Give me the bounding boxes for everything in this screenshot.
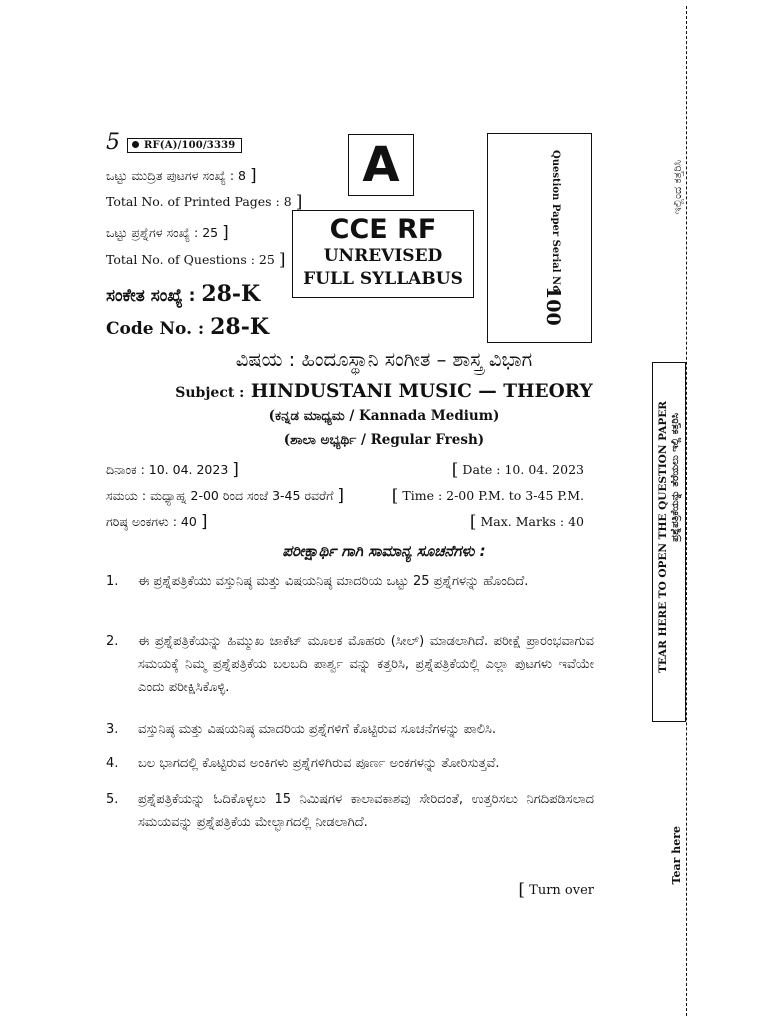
max-marks-kannada: ಗರಿಷ್ಠ ಅಂಕಗಳು : 40 ] bbox=[106, 512, 208, 532]
paper-code: RF(A)/100/3339 bbox=[144, 140, 236, 151]
serial-number-box bbox=[487, 133, 592, 343]
paper-code-box bbox=[127, 138, 242, 153]
total-questions-kannada: ಒಟ್ಟು ಪ್ರಶ್ನೆಗಳ ಸಂಖ್ಯೆ : 25 ] bbox=[106, 223, 229, 243]
printed-pages-english: Total No. of Printed Pages : 8 ] bbox=[106, 192, 303, 212]
subject-english: Subject : HINDUSTANI MUSIC — THEORY bbox=[175, 381, 593, 402]
tear-here-label: Tear here bbox=[670, 826, 683, 885]
unrevised-label: UNREVISED bbox=[323, 246, 443, 266]
instructions-title: ಪರೀಕ್ಷಾರ್ಥಿ ಗಾಗಿ ಸಾಮಾನ್ಯ ಸೂಚನೆಗಳು : bbox=[282, 542, 486, 560]
printed-pages-kannada: ಒಟ್ಟು ಮುದ್ರಿತ ಪುಟಗಳ ಸಂಖ್ಯೆ : 8 ] bbox=[106, 166, 257, 186]
page-number: 5 bbox=[106, 130, 120, 155]
date-english: [ Date : 10. 04. 2023 bbox=[451, 460, 584, 480]
cut-here-label: ಇಲ್ಲಿಂದ ಕತ್ತರಿಸಿ bbox=[671, 160, 684, 215]
date-kannada: ದಿನಾಂಕ : 10. 04. 2023 ] bbox=[106, 460, 239, 480]
subject-kannada: ವಿಷಯ : ಹಿಂದೂಸ್ಥಾನಿ ಸಂಗೀತ – ಶಾಸ್ತ್ರ ವಿಭಾಗ bbox=[235, 348, 533, 371]
tear-instruction-kannada: ಪ್ರಶ್ನೆಪತ್ರಿಕೆಯನ್ನು ತೆರೆಯಲು ಇಲ್ಲಿ ಕತ್ತರಿಸಿ bbox=[670, 413, 681, 542]
cce-title: CCE RF bbox=[329, 214, 437, 245]
max-marks-english: [ Max. Marks : 40 bbox=[469, 512, 584, 532]
tear-instruction-box[interactable] bbox=[652, 362, 686, 722]
candidate-type-label: (ಶಾಲಾ ಅಭ್ಯರ್ಥಿ / Regular Fresh) bbox=[283, 432, 485, 448]
turn-over-label: [ Turn over bbox=[518, 880, 594, 900]
medium-label: (ಕನ್ನಡ ಮಾಧ್ಯಮ / Kannada Medium) bbox=[268, 408, 500, 424]
time-english: [ Time : 2-00 P.M. to 3-45 P.M. bbox=[391, 486, 584, 506]
instruction-item: 2. ಈ ಪ್ರಶ್ನೆಪತ್ರಿಕೆಯನ್ನು ಹಿಮ್ಮುಖ ಜಾಕೆಟ್ ಮೂಲಕ ಮೊಹರು (ಸೀಲ್) ಮಾಡಲಾಗಿದೆ. ಪರೀಕ್ಷೆ ಪ್ರಾರಂಭವಾಗುವ ಸಮಯಕ್ಕೆ ನಿಮ್ಮ ಪ್ರಶ್ನೆಪತ್ರಿಕೆಯ ಬಲಬದಿ ಪಾರ್ಶ್ವ ವನ್ನು ಕತ್ತರಿಸಿ, ಪ್ರಶ್ನೆಪತ್ರಿಕೆಯಲ್ಲಿ ಎಲ್ಲಾ ಪುಟಗಳು ಇವೆಯೇ ಎಂದು ಪರೀಕ್ಷಿಸಿಕೊಳ್ಳಿ. bbox=[106, 634, 594, 695]
tear-instruction-english: TEAR HERE TO OPEN THE QUESTION PAPER bbox=[657, 401, 669, 673]
instruction-item: 5. ಪ್ರಶ್ನೆಪತ್ರಿಕೆಯನ್ನು ಓದಿಕೊಳ್ಳಲು 15 ನಿಮಿಷಗಳ ಕಾಲಾವಕಾಶವು ಸೇರಿದಂತೆ, ಉತ್ತರಿಸಲು ನಿಗದಿಪಡಿಸಲಾದ ಸಮಯವನ್ನು ಪ್ರಶ್ನೆಪತ್ರಿಕೆಯ ಮೇಲ್ಭಾಗದಲ್ಲಿ ನೀಡಲಾಗಿದೆ. bbox=[106, 792, 594, 830]
full-syllabus-label: FULL SYLLABUS bbox=[303, 269, 463, 289]
serial-number-value: 100 bbox=[542, 286, 564, 326]
code-number-english: Code No. : 28-K bbox=[106, 314, 269, 340]
time-kannada: ಸಮಯ : ಮಧ್ಯಾಹ್ನ 2-00 ರಿಂದ ಸಂಜೆ 3-45 ರವರೆಗೆ ] bbox=[106, 486, 345, 506]
instruction-item: 3. ವಸ್ತುನಿಷ್ಠ ಮತ್ತು ವಿಷಯನಿಷ್ಠ ಮಾದರಿಯ ಪ್ರಶ್ನೆಗಳಿಗೆ ಕೊಟ್ಟಿರುವ ಸೂಚನೆಗಳನ್ನು ಪಾಲಿಸಿ. bbox=[106, 722, 497, 737]
code-number-kannada: ಸಂಕೇತ ಸಂಖ್ಯೆ : 28-K bbox=[106, 281, 261, 307]
bullet-icon bbox=[132, 141, 139, 148]
serial-number-label: Question Paper Serial No. bbox=[550, 150, 561, 296]
set-letter-box: A bbox=[348, 134, 414, 196]
instruction-item: 1. ಈ ಪ್ರಶ್ನೆಪತ್ರಿಕೆಯು ವಸ್ತುನಿಷ್ಠ ಮತ್ತು ವಿಷಯನಿಷ್ಠ ಮಾದರಿಯ ಒಟ್ಟು 25 ಪ್ರಶ್ನೆಗಳನ್ನು ಹೊಂದಿದೆ. bbox=[106, 574, 529, 589]
cce-rf-box bbox=[292, 210, 474, 298]
instruction-item: 4. ಬಲ ಭಾಗದಲ್ಲಿ ಕೊಟ್ಟಿರುವ ಅಂಕಿಗಳು ಪ್ರಶ್ನೆಗಳಿಗಿರುವ ಪೂರ್ಣ ಅಂಕಗಳನ್ನು ತೋರಿಸುತ್ತವೆ. bbox=[106, 756, 500, 771]
tear-line[interactable] bbox=[686, 6, 687, 1016]
total-questions-english: Total No. of Questions : 25 ] bbox=[106, 250, 286, 270]
